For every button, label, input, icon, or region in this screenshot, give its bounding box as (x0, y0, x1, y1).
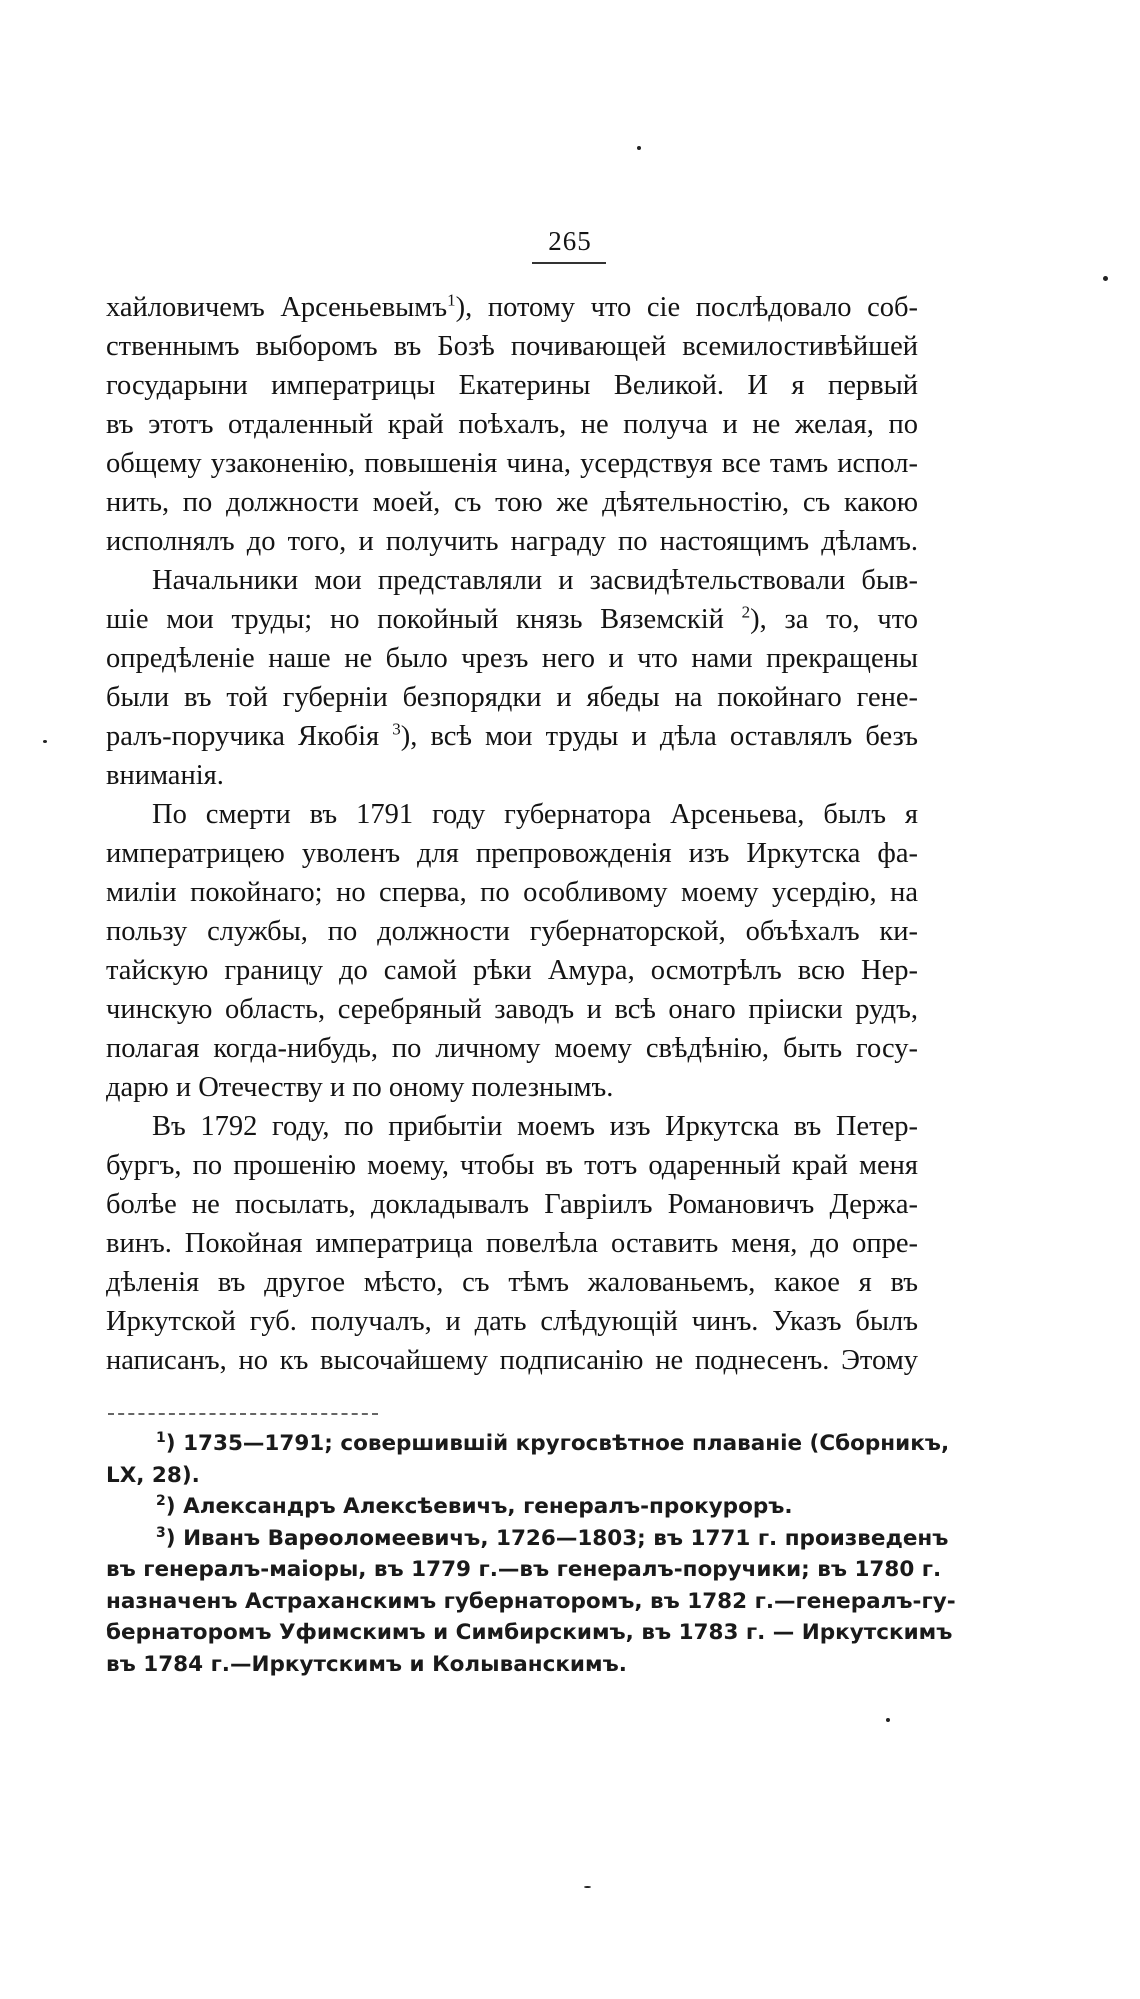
scan-speck (637, 146, 641, 150)
paragraph-2 (106, 561, 918, 795)
page-number-rule (532, 262, 606, 264)
text-line: Въ 1792 году, по прибытіи моемъ изъ Иркутска въ Петер- (152, 1111, 918, 1142)
footnote-3 (106, 1523, 956, 1681)
footnote-line: въ генералъ-маіоры, въ 1779 г.—въ генералъ-поручики; въ 1780 г. (106, 1557, 942, 1582)
paragraph-3 (106, 795, 918, 1107)
footnote-line: $^1$) 1735—1791; совершившій кругосвѣтное плаваніе (Сборникъ, (156, 1429, 950, 1456)
footnote-line: LX, 28). (106, 1462, 200, 1488)
page-number: 265 (548, 226, 592, 256)
text-line: ственнымъ выборомъ въ Бозѣ почивающей всемилостивѣйшей (106, 331, 918, 362)
scan-speck (43, 740, 47, 743)
footnote-mark: 2 (156, 1492, 166, 1509)
text-line: вниманія. (106, 760, 224, 791)
text-line: По смерти въ 1791 году губернатора Арсеньева, былъ я (152, 799, 918, 830)
footnote-ref-3: 3 (392, 719, 401, 739)
footnote-ref-2: 2 (741, 602, 751, 622)
text-line: написанъ, но къ высочайшему подписанію не поднесенъ. Этому (106, 1345, 918, 1376)
body-text (106, 288, 918, 1380)
text-line: бургъ, по прошенію моему, чтобы въ тотъ одаренный край меня (106, 1150, 918, 1181)
text-line: Начальники мои представляли и засвидѣтельствовали быв- (152, 565, 918, 596)
footnote-2 (106, 1491, 918, 1523)
text-line: полагая когда-нибудь, по личному моему свѣдѣнію, быть госу- (106, 1033, 918, 1064)
footnote-line: $^2$) Александръ Алексѣевичъ, генералъ-прокуроръ. (156, 1492, 793, 1519)
footnote-ref-1: 1 (447, 290, 456, 310)
text-line: пользу службы, по должности губернаторской, объѣхалъ ки- (106, 916, 918, 947)
text-line: императрицею уволенъ для препровожденія изъ Иркутска фа- (106, 838, 918, 869)
text-line: хайловичемъ Арсеньевымъ$^1$), потому что сіе послѣдовало соб- (106, 290, 919, 323)
paragraph-1 (106, 288, 918, 561)
text-line: въ этотъ отдаленный край поѣхалъ, не получа и не желая, по (106, 409, 918, 440)
scan-speck (886, 1718, 890, 1722)
text-line: государыни императрицы Екатерины Великой. И я первый (106, 370, 918, 401)
text-line: ралъ-поручика Якобія $^3$), всѣ мои труды и дѣла оставлялъ безъ (106, 719, 919, 752)
footnote-divider (108, 1413, 378, 1415)
text-line: Иркутской губ. получалъ, и дать слѣдующій чинъ. Указъ былъ (106, 1306, 918, 1337)
footnote-mark: 1 (156, 1429, 166, 1446)
text-line: нить, по должности моей, съ тою же дѣятельностію, съ какою (106, 487, 918, 518)
text-line: шіе мои труды; но покойный князь Вяземскій $^2$), за то, что (106, 602, 919, 635)
text-line: исполнялъ до того, и получить награду по настоящимъ дѣламъ. (106, 526, 918, 557)
footnotes (106, 1428, 956, 1680)
scan-speck (1103, 276, 1108, 281)
footnote-line: бернаторомъ Уфимскимъ и Симбирскимъ, въ 1783 г. — Иркутскимъ (106, 1620, 953, 1645)
text-line: дѣленія въ другое мѣсто, съ тѣмъ жалованьемъ, какое я въ (106, 1267, 918, 1298)
footnote-line: назначенъ Астраханскимъ губернаторомъ, въ 1782 г.—генералъ-гу- (106, 1588, 956, 1614)
text-line: тайскую границу до самой рѣки Амура, осмотрѣлъ всю Нер- (106, 955, 918, 986)
paragraph-4 (106, 1107, 918, 1380)
text-line: чинскую область, серебряный заводъ и всѣ онаго пріиски рудъ, (106, 994, 918, 1025)
text-line: были въ той губерніи безпорядки и ябеды на покойнаго гене- (106, 682, 918, 713)
text-line: болѣе не посылать, докладывалъ Гавріилъ Романовичъ Держа- (106, 1189, 918, 1220)
footnote-mark: 3 (156, 1524, 166, 1541)
scan-speck (584, 1886, 591, 1888)
footnote-line: $^3$) Иванъ Варѳоломеевичъ, 1726—1803; въ 1771 г. произведенъ (156, 1524, 949, 1551)
footnote-1 (106, 1428, 950, 1491)
text-line: винъ. Покойная императрица повелѣла оставить меня, до опре- (106, 1228, 918, 1259)
text-line: опредѣленіе наше не было чрезъ него и что нами прекращены (106, 643, 918, 674)
footnote-line: въ 1784 г.—Иркутскимъ и Колыванскимъ. (106, 1651, 627, 1677)
text-line: дарю и Отечеству и по оному полезнымъ. (106, 1072, 614, 1103)
text-line: общему узаконенію, повышенія чина, усердствуя все тамъ испол- (106, 448, 918, 479)
text-line: миліи покойнаго; но сперва, по особливому моему усердію, на (106, 877, 918, 908)
